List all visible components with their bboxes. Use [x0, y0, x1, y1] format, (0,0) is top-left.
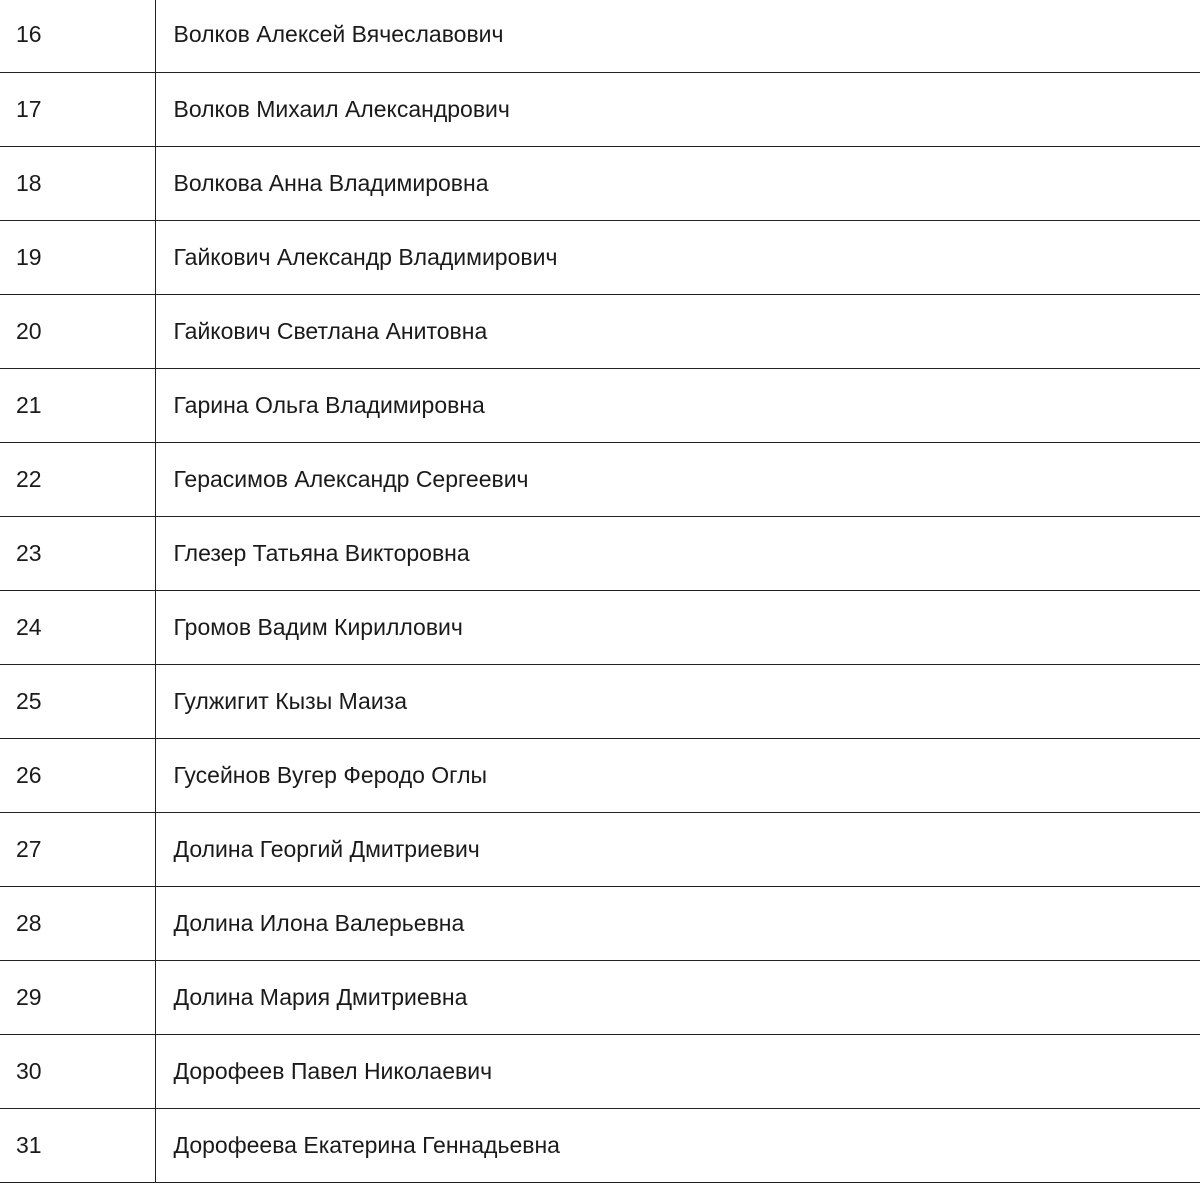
person-name: Волков Михаил Александрович	[155, 72, 1200, 146]
table-row	[0, 664, 1200, 738]
table-row	[0, 442, 1200, 516]
row-number: 29	[0, 960, 155, 1034]
person-name: Волкова Анна Владимировна	[155, 146, 1200, 220]
table-row	[0, 886, 1200, 960]
person-name: Долина Георгий Дмитриевич	[155, 812, 1200, 886]
person-name: Гусейнов Вугер Феродо Оглы	[155, 738, 1200, 812]
table-row	[0, 590, 1200, 664]
row-number: 27	[0, 812, 155, 886]
table-row	[0, 1034, 1200, 1108]
person-name: Гулжигит Кызы Маиза	[155, 664, 1200, 738]
table-row	[0, 0, 1200, 72]
row-number: 26	[0, 738, 155, 812]
row-number: 24	[0, 590, 155, 664]
table-row	[0, 738, 1200, 812]
row-number: 16	[0, 0, 155, 72]
table-row	[0, 220, 1200, 294]
row-number: 30	[0, 1034, 155, 1108]
row-number: 23	[0, 516, 155, 590]
row-number: 31	[0, 1108, 155, 1182]
row-number: 28	[0, 886, 155, 960]
table-row	[0, 1108, 1200, 1182]
table-row	[0, 812, 1200, 886]
person-name: Волков Алексей Вячеславович	[155, 0, 1200, 72]
person-name: Долина Мария Дмитриевна	[155, 960, 1200, 1034]
table-row	[0, 516, 1200, 590]
row-number: 25	[0, 664, 155, 738]
row-number: 21	[0, 368, 155, 442]
table-row	[0, 72, 1200, 146]
table-row	[0, 146, 1200, 220]
person-name: Гарина Ольга Владимировна	[155, 368, 1200, 442]
row-number: 20	[0, 294, 155, 368]
table-row	[0, 960, 1200, 1034]
row-number: 19	[0, 220, 155, 294]
person-name: Гайкович Александр Владимирович	[155, 220, 1200, 294]
row-number: 22	[0, 442, 155, 516]
person-name: Гайкович Светлана Анитовна	[155, 294, 1200, 368]
table-row	[0, 294, 1200, 368]
table-row	[0, 368, 1200, 442]
row-number: 17	[0, 72, 155, 146]
person-name: Дорофеев Павел Николаевич	[155, 1034, 1200, 1108]
person-name: Герасимов Александр Сергеевич	[155, 442, 1200, 516]
person-name: Громов Вадим Кириллович	[155, 590, 1200, 664]
person-name: Долина Илона Валерьевна	[155, 886, 1200, 960]
person-name: Дорофеева Екатерина Геннадьевна	[155, 1108, 1200, 1182]
person-name: Глезер Татьяна Викторовна	[155, 516, 1200, 590]
row-number: 18	[0, 146, 155, 220]
